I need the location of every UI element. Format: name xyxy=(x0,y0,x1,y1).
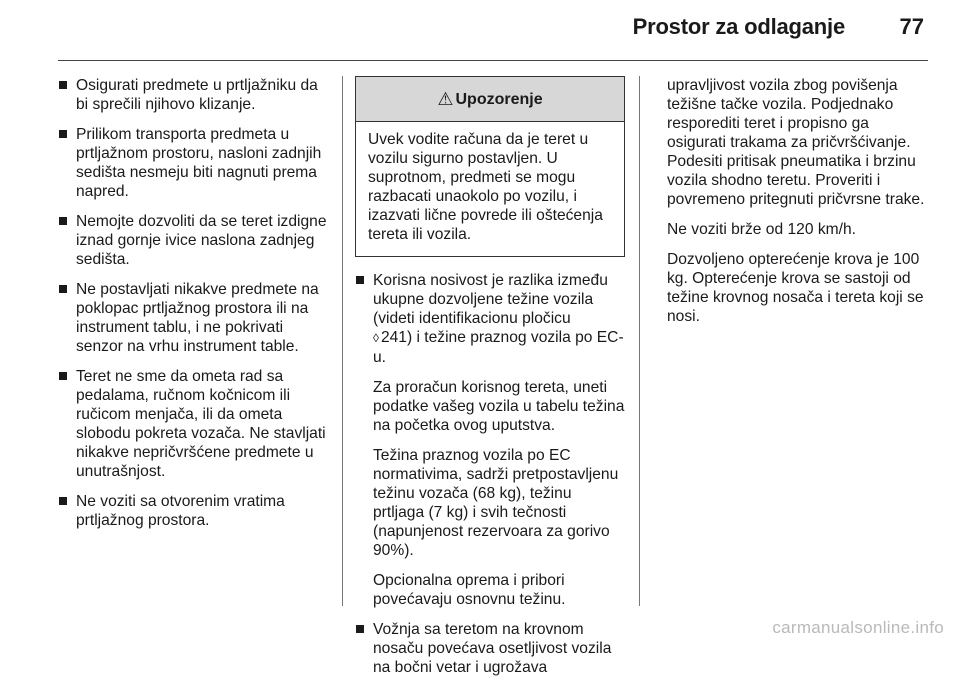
list-item xyxy=(355,271,625,609)
list-item: Teret ne sme da ometa rad sa pedalama, ručnom kočnicom ili ručicom menjača, ili da ometa slobodu pokreta vozača. Ne stavljati nikakve nepričvršćene predmete u unutrašnjost. xyxy=(58,367,330,481)
empty-weight-note: Težina praznog vozila po EC normativima, sadrži pretpostavljenu težinu vozača (68 kg), težinu prtljaga (7 kg) i svih tečnosti (napunjenost rezervoara za gorivo 90%). xyxy=(373,447,619,559)
warning-title: Upozorenje xyxy=(455,90,543,108)
warning-text: Uvek vodite računa da je teret u vozilu sigurno postavljen. U suprotnom, predmeti se mogu razbacati unaokolo po vozilu, i izazvati lične povrede ili oštećenja tereta ili vozila. xyxy=(368,131,603,243)
payload-definition: Korisna nosivost je razlika između ukupne dozvoljene težine vozila (videti identifikacionu pločicu xyxy=(373,272,608,327)
list-item: Prilikom transporta predmeta u prtljažnom prostoru, nasloni zadnjih sedišta nesmeju biti nagnuti prema napred. xyxy=(58,125,330,201)
options-weight-note: Opcionalna oprema i pribori povećavaju osnovnu težinu. xyxy=(373,572,566,608)
warning-box xyxy=(355,76,625,257)
page-header xyxy=(0,0,960,64)
list-item: Ne voziti sa otvorenim vratima prtljažnog prostora. xyxy=(58,492,330,530)
column-right xyxy=(667,76,929,337)
watermark: carmanualsonline.info xyxy=(772,618,944,637)
warning-triangle-icon: ⚠ xyxy=(437,88,454,109)
column-middle xyxy=(355,76,625,688)
warning-header xyxy=(356,77,624,122)
page-title: Prostor za odlaganje xyxy=(632,14,845,39)
paragraph: upravljivost vozila zbog povišenja težišne tačke vozila. Podjednako resporediti teret i propisno ga osigurati trakama za pričvršćivanje. Podesiti pritisak pneumatika i brzinu vozila shodno teretu. Proveriti i povremeno pritegnuti pričvrsne trake. xyxy=(667,77,925,208)
column-left xyxy=(58,76,330,541)
list-item: Ne postavljati nikakve predmete na poklopac prtljažnog prostora ili na instrument tablu, i ne pokrivati senzor na vrhu instrument table. xyxy=(58,280,330,356)
payload-calc-note: Za proračun korisnog tereta, uneti podatke vašeg vozila u tabelu težina na početka ovog uputstva. xyxy=(373,379,625,434)
payload-definition-cont: 241) i težine praznog vozila po EC-u. xyxy=(373,329,624,366)
load-bullet-list xyxy=(355,271,625,677)
page-number: 77 xyxy=(899,14,924,39)
column-divider-1 xyxy=(342,76,343,606)
list-item: Nemojte dozvoliti da se teret izdigne iznad gornje ivice naslona zadnjeg sedišta. xyxy=(58,212,330,269)
safety-bullet-list xyxy=(58,76,330,530)
list-item: Osigurati predmete u prtljažniku da bi sprečili njihovo klizanje. xyxy=(58,76,330,114)
page-reference-arrow-icon: ◊ xyxy=(373,331,379,345)
header-divider xyxy=(58,60,928,61)
column-divider-2 xyxy=(639,76,640,606)
list-item: Vožnja sa teretom na krovnom nosaču povećava osetljivost vozila na bočni vetar i ugrožava xyxy=(355,620,625,677)
paragraph: Dozvoljeno opterećenje krova je 100 kg. Opterećenje krova se sastoji od težine krovnog nosača i tereta koji se nosi. xyxy=(667,251,924,325)
paragraph: Ne voziti brže od 120 km/h. xyxy=(667,221,856,238)
